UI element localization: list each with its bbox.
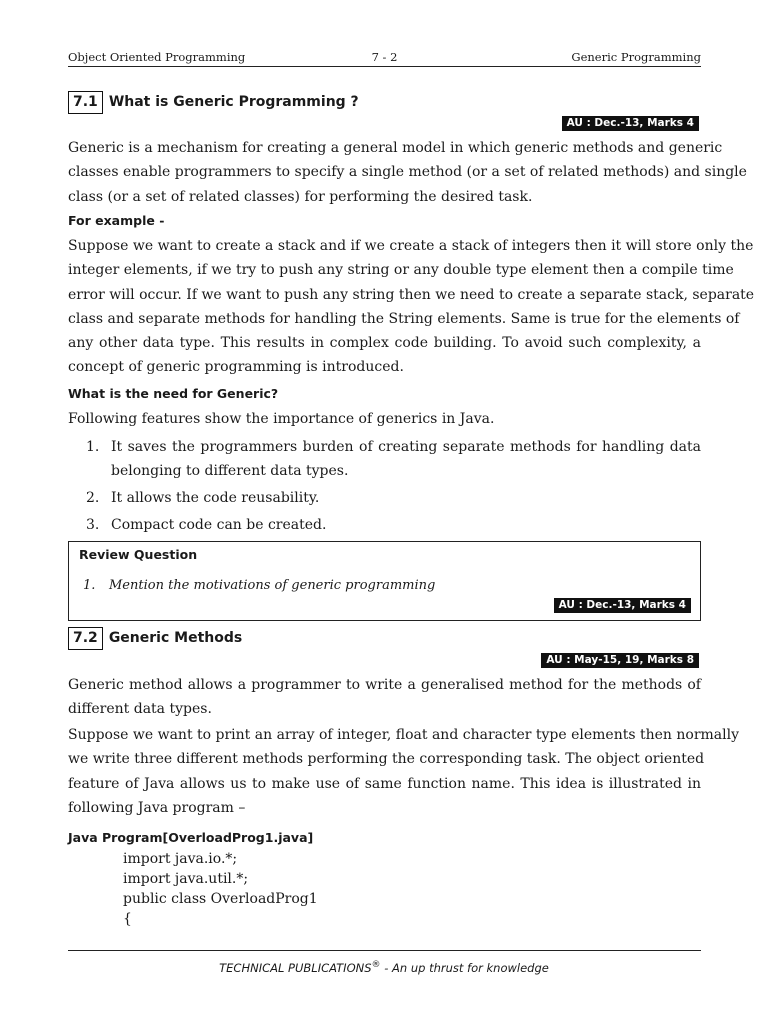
footer-publisher: TECHNICAL PUBLICATIONS: [219, 960, 372, 975]
text-line: Generic is a mechanism for creating a general model in which generic methods and generic: [68, 140, 723, 156]
text-line: Compact code can be created.: [111, 517, 327, 533]
au-badge: AU : Dec.-13, Marks 4: [562, 116, 699, 131]
text-line: class (or a set of related classes) for performing the desired task.: [68, 188, 533, 205]
footer-rule: [68, 950, 701, 951]
text-line: belonging to different data types.: [111, 463, 349, 479]
section-number: 7.2: [68, 627, 103, 650]
text-line: concept of generic programming is introduced.: [68, 359, 404, 376]
program-heading: Java Program[OverloadProg1.java]: [68, 830, 314, 845]
text-line: Generic method allows a programmer to write a generalised method for the methods of: [68, 677, 701, 693]
text-line: classes enable programmers to specify a single method (or a set of related methods) and single: [68, 164, 747, 181]
section-7-2-heading: [68, 626, 242, 650]
au-badge: AU : May-15, 19, Marks 8: [541, 653, 699, 668]
review-question: [83, 578, 435, 593]
header-chapter-title: Generic Programming: [571, 50, 701, 64]
text-line: feature of Java allows us to make use of same function name. This idea is illustrated in: [68, 775, 701, 792]
example-paragraph: [68, 234, 755, 380]
text-line: integer elements, if we try to push any string or any double type element then a compile time: [68, 262, 734, 279]
generic-method-paragraph: [68, 673, 701, 722]
example-heading: For example -: [68, 213, 165, 228]
text-line: Suppose we want to print an array of integer, float and character type elements then normally: [68, 727, 740, 743]
text-line: class and separate methods for handling the String elements. Same is true for the elements of: [68, 310, 740, 327]
text-line: error will occur. If we want to push any string then we need to create a separate stack, separate: [68, 286, 755, 303]
running-header: [68, 50, 701, 67]
text-line: Suppose we want to create a stack and if we create a stack of integers then it will store only the: [68, 238, 754, 254]
code-line: public class OverloadProg1: [123, 891, 318, 907]
review-heading: Review Question: [79, 547, 198, 562]
intro-paragraph: [68, 136, 747, 209]
section-number: 7.1: [68, 91, 103, 114]
section-title: Generic Methods: [108, 630, 243, 646]
registered-mark: ®: [371, 960, 381, 970]
header-page-number: 7 - 2: [371, 50, 398, 64]
text-line: It saves the programmers burden of creating separate methods for handling data: [111, 439, 701, 455]
section-7-1-heading: [68, 90, 359, 114]
header-book-title: Object Oriented Programming: [68, 50, 246, 64]
question-text: Mention the motivations of generic programming: [109, 578, 436, 593]
question-number: 1.: [83, 578, 96, 593]
list-number: 3.: [86, 517, 100, 533]
text-line: any other data type. This results in complex code building. To avoid such complexity, a: [68, 335, 701, 352]
code-line: {: [123, 911, 132, 927]
text-line: different data types.: [68, 701, 212, 718]
text-line: Following features show the importance of generics in Java.: [68, 411, 495, 427]
code-line: import java.util.*;: [123, 871, 249, 887]
need-intro: [68, 407, 701, 431]
text-line: we write three different methods performing the corresponding task. The object oriented: [68, 751, 705, 768]
list-number: 1.: [86, 439, 100, 455]
au-badge: AU : Dec.-13, Marks 4: [554, 598, 691, 613]
section-title: What is Generic Programming ?: [108, 94, 359, 110]
code-line: import java.io.*;: [123, 851, 238, 867]
footer: [0, 960, 768, 975]
overload-paragraph: [68, 723, 740, 820]
review-question-box: [68, 541, 701, 621]
need-heading: What is the need for Generic?: [68, 386, 279, 401]
footer-tagline: - An up thrust for knowledge: [380, 960, 549, 975]
code-listing: [123, 849, 318, 929]
list-number: 2.: [86, 490, 100, 506]
text-line: following Java program –: [68, 799, 246, 816]
text-line: It allows the code reusability.: [111, 490, 320, 506]
